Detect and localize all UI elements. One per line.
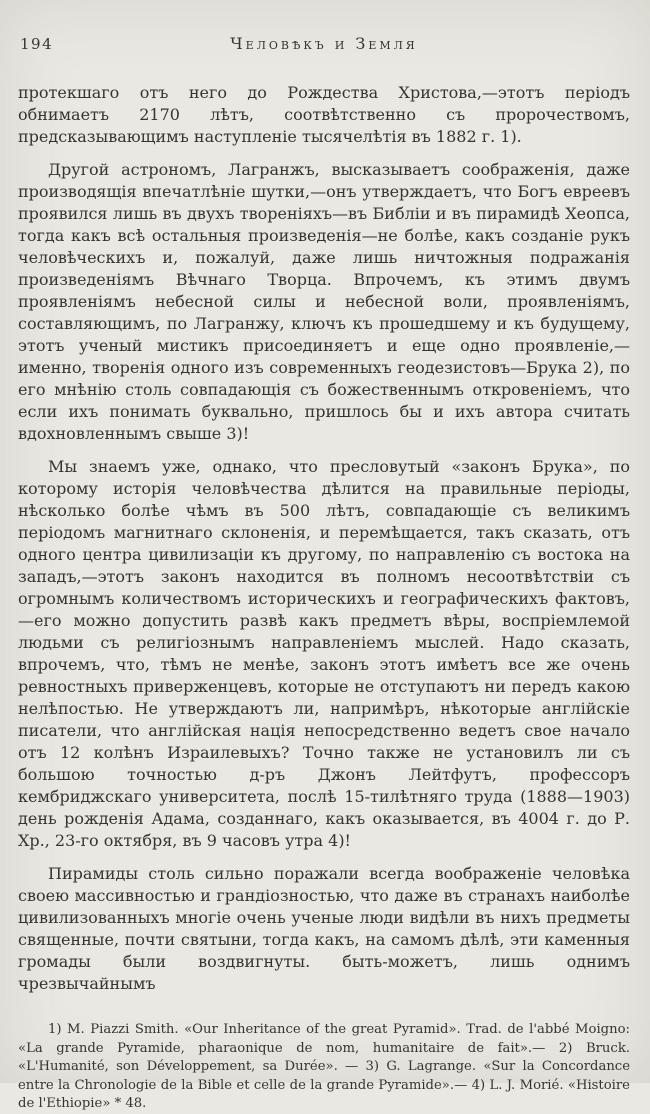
page-number: 194 bbox=[20, 35, 54, 53]
page-header bbox=[18, 34, 630, 56]
running-title: Человѣкъ и Земля bbox=[230, 34, 418, 53]
paragraph: протекшаго отъ него до Рождества Христова,—этотъ періодъ обнимаетъ 2170 лѣтъ, соотвѣтственно съ пророчествомъ, предсказывающимъ наступленіе тысячелѣтія въ 1882 г. 1). bbox=[18, 83, 630, 146]
footnotes-section bbox=[18, 1021, 630, 1114]
footnote-text: 1) M. Piazzi Smith. «Our Inheritance of the great Pyramid». Trad. de l'abbé Moigno: «La grande Pyramide, pharaonique de nom, humanitaire de fait».— 2) Bruck. «L'Humanité, son Développement, sa Durée». — 3) G. Lagrange. «Sur la Concordance entre la Chronologie de la Bible et celle de la grande Pyramide».— 4) L. J. Morié. «Histoire de l'Ethiopie» * 48. bbox=[18, 1022, 630, 1111]
paragraph: Другой астрономъ, Лагранжъ, высказываетъ соображенія, даже производящія впечатлѣніе шутки,—онъ утверждаетъ, что Богъ евреевъ проявился лишь въ двухъ твореніяхъ—въ Библіи и въ пирамидѣ Хеопса, тогда какъ всѣ остальныя произведенія—не болѣе, какъ созданіе рукъ человѣческихъ и, пожалуй, даже лишь ничтожныя подражанія произведеніямъ Вѣчнаго Творца. Впрочемъ, къ этимъ двумъ проявленіямъ небесной силы и небесной воли, проявленіямъ, составляющимъ, по Лагранжу, ключъ къ прошедшему и къ будущему, этотъ ученый мистикъ присоединяетъ и еще одно проявленіе,—именно, творенія одного изъ современныхъ геодезистовъ—Брука 2), по его мнѣнію столь совпадающія съ божественнымъ откровеніемъ, что если ихъ понимать буквально, пришлось бы и ихъ автора считать вдохновленнымъ свыше 3)! bbox=[18, 160, 630, 443]
paragraph: Пирамиды столь сильно поражали всегда воображеніе человѣка своею массивностью и грандіозностью, что даже въ странахъ наиболѣе цивилизованныхъ многіе очень ученые люди видѣли въ нихъ предметы священные, почти святыни, тогда какъ, на самомъ дѣлѣ, эти каменныя громады были воздвигнуты. быть-можетъ, лишь однимъ чрезвычайнымъ bbox=[18, 864, 630, 993]
paragraph: Мы знаемъ уже, однако, что пресловутый «законъ Брука», по которому исторія человѣчества дѣлится на правильные періоды, нѣсколько болѣе чѣмъ въ 500 лѣтъ, совпадающіе съ великимъ періодомъ магнитнаго склоненія, и перемѣщается, такъ сказать, отъ одного центра цивилизаціи къ другому, по направленію съ востока на западъ,—этотъ законъ находится въ полномъ несоотвѣтствіи съ огромнымъ количествомъ историческихъ и географическихъ фактовъ,—его можно допустить развѣ какъ предметъ вѣры, воспріемлемой людьми съ религіознымъ направленіемъ мыслей. Надо сказать, впрочемъ, что, тѣмъ не менѣе, законъ этотъ имѣетъ все же очень ревностныхъ приверженцевъ, которые не отступаютъ ни передъ какою нелѣпостью. Не утверждаютъ ли, напримѣръ, нѣкоторые англійскіе писатели, что англійская нація непосредственно ведетъ свое начало отъ 12 колѣнъ Израилевыхъ? Точно также не установилъ ли съ большою точностью д-ръ Джонъ Лейтфутъ, профессоръ кембриджскаго университета, послѣ 15-тилѣтняго труда (1888—1903) день рожденія Адама, созданнаго, какъ оказывается, въ 4004 г. до Р. Хр., 23-го октября, въ 9 часовъ утра 4)! bbox=[18, 457, 630, 850]
page-body bbox=[18, 82, 630, 995]
